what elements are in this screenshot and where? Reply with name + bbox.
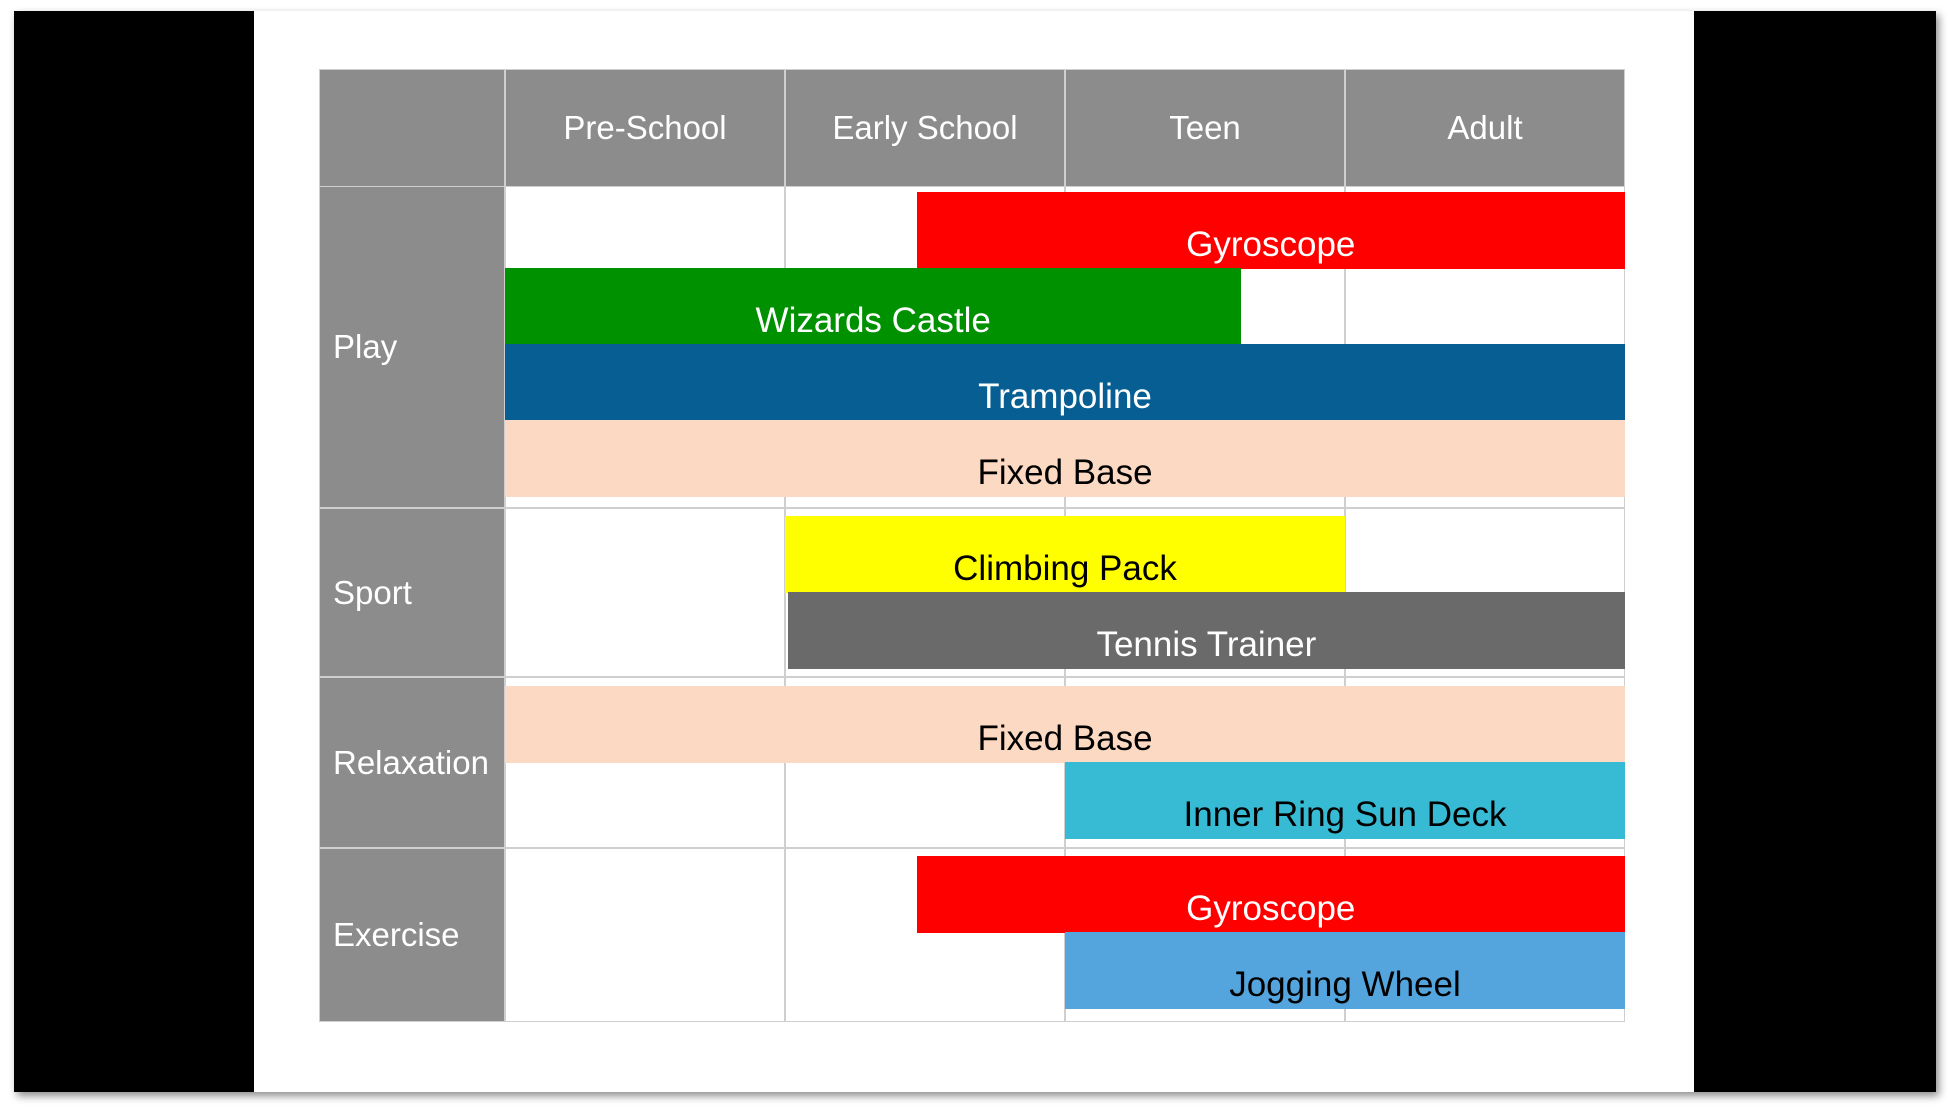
column-header: Early School [785, 69, 1065, 187]
bar-gyroscope: Gyroscope [917, 192, 1625, 269]
bar-tennis-trainer: Tennis Trainer [788, 592, 1625, 669]
bar-inner-ring-sun-deck: Inner Ring Sun Deck [1065, 762, 1625, 839]
bar-trampoline: Trampoline [505, 344, 1625, 421]
column-header: Teen [1065, 69, 1345, 187]
bar-fixed-base: Fixed Base [505, 420, 1625, 497]
table-corner-cell [319, 69, 505, 187]
bar-gyroscope: Gyroscope [917, 856, 1625, 933]
row-header-relaxation: Relaxation [319, 677, 505, 848]
bar-wizards-castle: Wizards Castle [505, 268, 1241, 345]
row-header-play: Play [319, 186, 505, 508]
row-header-sport: Sport [319, 508, 505, 677]
row-header-exercise: Exercise [319, 848, 505, 1022]
column-header: Adult [1345, 69, 1625, 187]
bar-climbing-pack: Climbing Pack [785, 516, 1345, 593]
grid-cell [505, 848, 785, 1022]
grid-cell [505, 508, 785, 677]
column-header: Pre-School [505, 69, 785, 187]
bar-fixed-base: Fixed Base [505, 686, 1625, 763]
bar-jogging-wheel: Jogging Wheel [1065, 932, 1625, 1009]
